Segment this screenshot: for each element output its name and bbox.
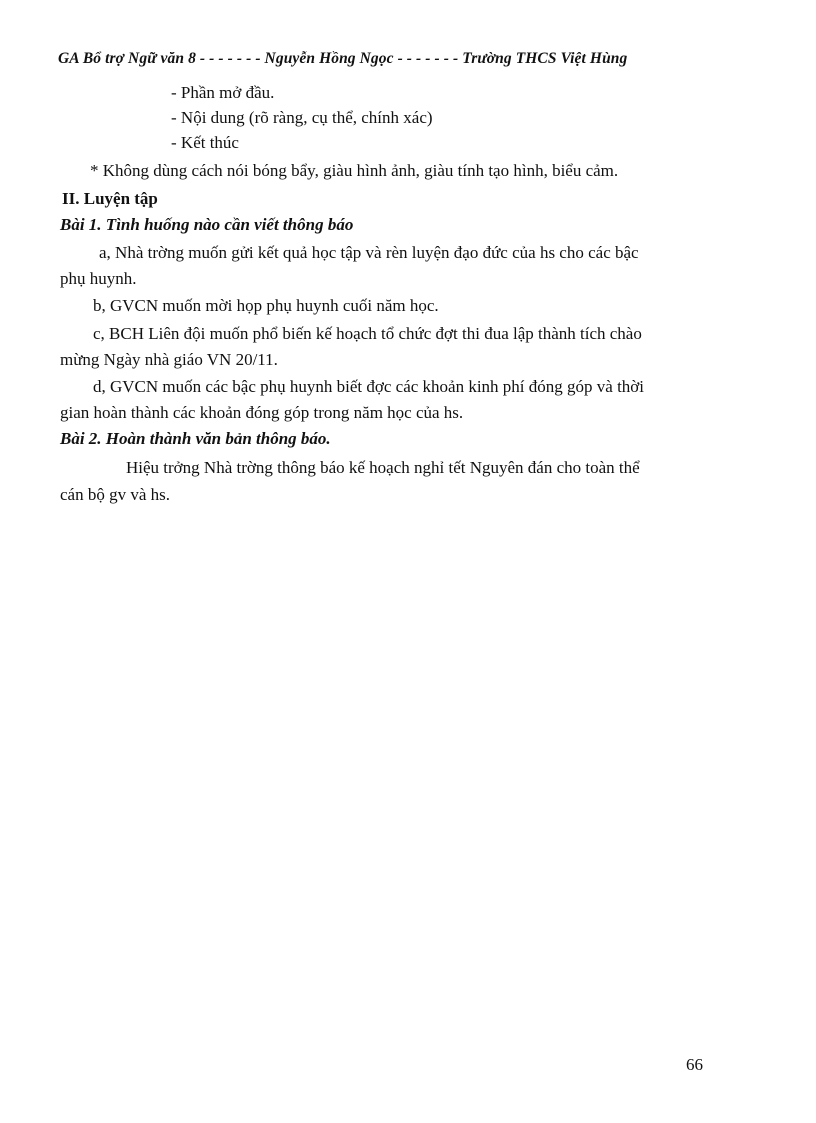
exercise-2-body-cont: cán bộ gv và hs. <box>60 485 171 504</box>
exercise-2-title: Bài 2. Hoàn thành văn bản thông báo. <box>60 429 331 448</box>
exercise-1-item-d-cont: gian hoàn thành các khoản đóng góp trong năm học của hs. <box>60 403 464 422</box>
exercise-2-body: Hiệu trởng Nhà trờng thông báo kế hoạch nghỉ tết Nguyên đán cho toàn thể <box>126 458 640 477</box>
running-header: GA Bổ trợ Ngữ văn 8 - - - - - - - Nguyễn Hồng Ngọc - - - - - - - Trường THCS Việt Hùng <box>58 50 628 67</box>
exercise-1-item-c-cont: mừng Ngày nhà giáo VN 20/11. <box>60 350 278 369</box>
exercise-1-item-d: d, GVCN muốn các bậc phụ huynh biết đợc các khoản kinh phí đóng góp và thời <box>93 377 645 396</box>
exercise-1-item-a-cont: phụ huynh. <box>60 269 137 288</box>
page-number: 66 <box>686 1055 703 1074</box>
list-item-ending: - Kết thúc <box>171 133 239 152</box>
exercise-1-item-b: b, GVCN muốn mời họp phụ huynh cuối năm học. <box>93 296 439 315</box>
exercise-1-item-c: c, BCH Liên đội muốn phổ biến kế hoạch tổ chức đợt thi đua lập thành tích chào <box>93 324 642 343</box>
style-note: * Không dùng cách nói bóng bẩy, giàu hình ảnh, giàu tính tạo hình, biểu cảm. <box>90 161 619 180</box>
list-item-body: - Nội dung (rõ ràng, cụ thể, chính xác) <box>171 108 433 127</box>
exercise-1-title: Bài 1. Tình huống nào cần viết thông báo <box>60 215 354 234</box>
section-heading: II. Luyện tập <box>62 189 158 208</box>
exercise-1-item-a: a, Nhà trờng muốn gửi kết quả học tập và rèn luyện đạo đức của hs cho các bậc <box>99 243 639 262</box>
list-item-intro: - Phần mở đầu. <box>171 83 275 102</box>
